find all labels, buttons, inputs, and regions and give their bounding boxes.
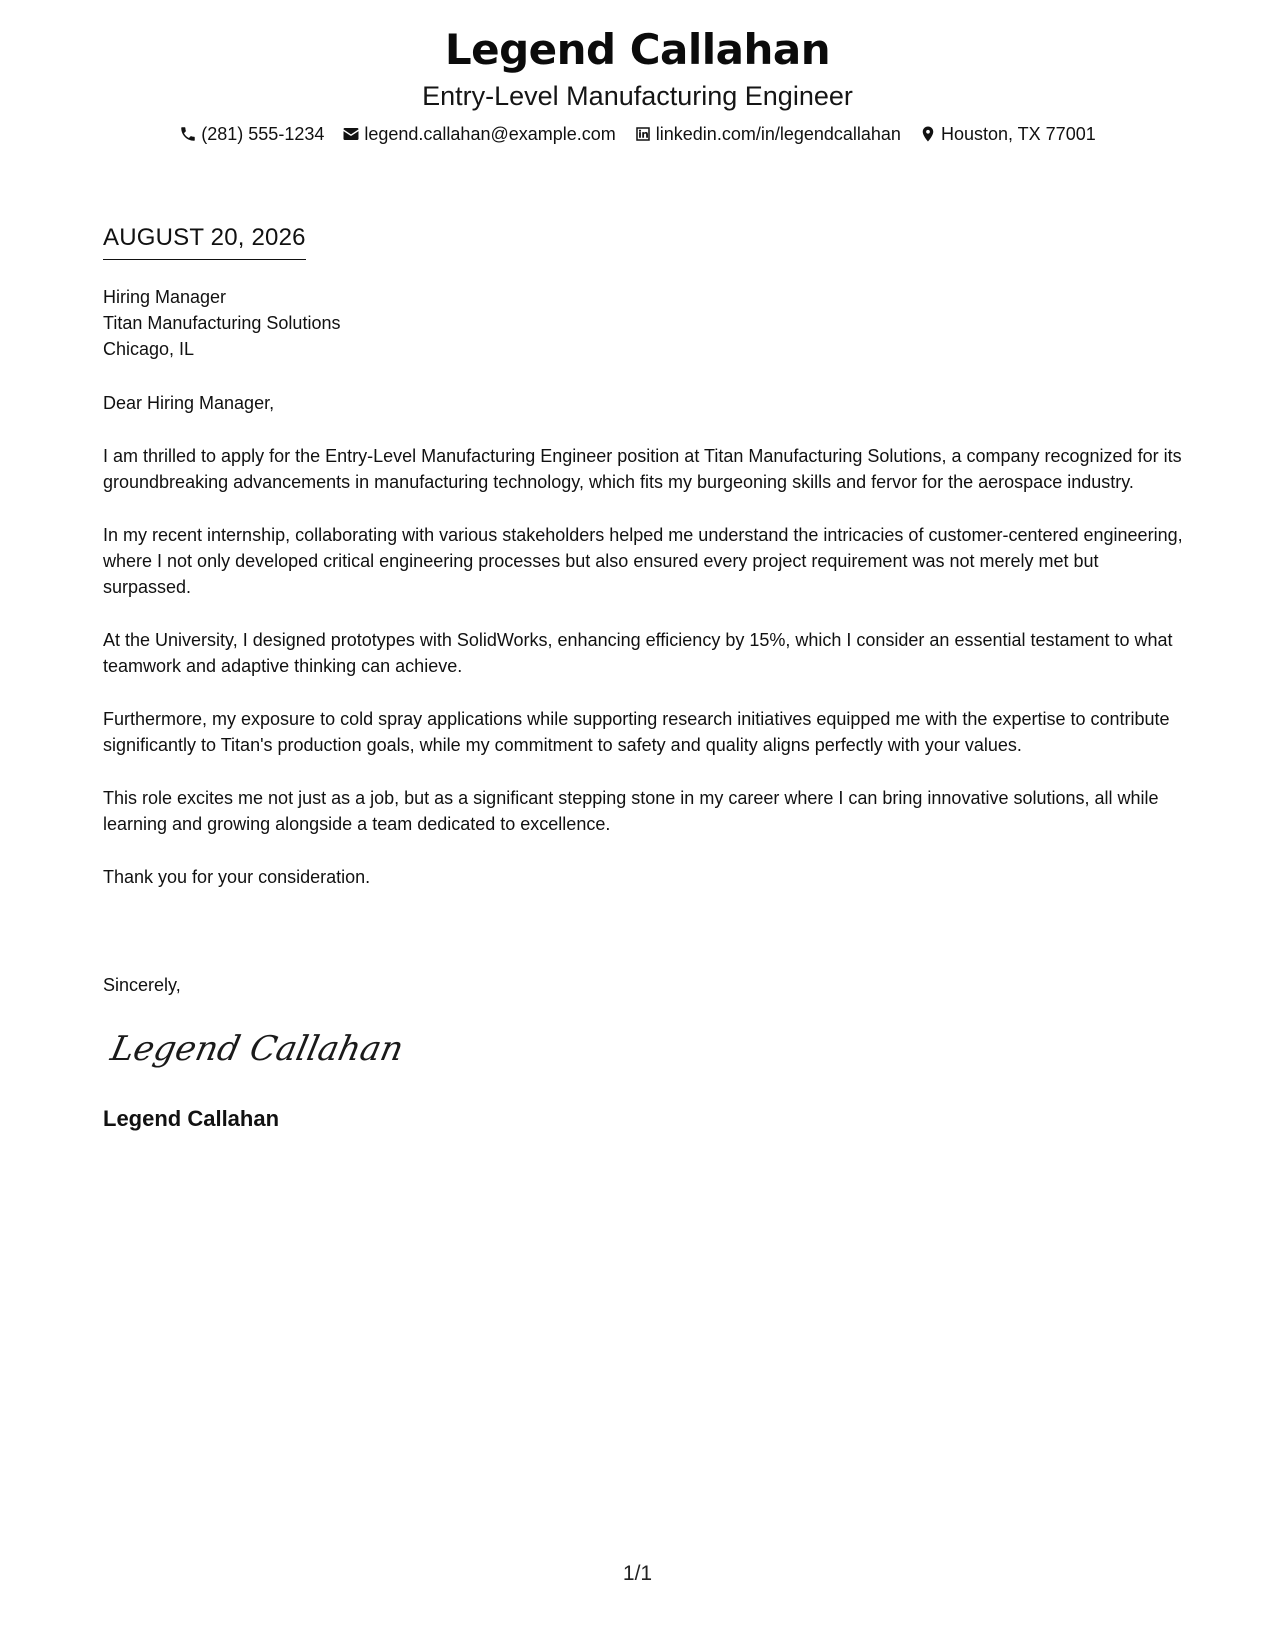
letter-body [103,390,1183,917]
signer-name: Legend Callahan [103,1106,280,1131]
body-paragraph: In my recent internship, collaborating with various stakeholders helped me understand the intricacies of customer-centered engineering, where I not only developed critical engineering processes but also ensured every project requirement was not merely met but surpassed. [103,525,1183,597]
recipient-company: Titan Manufacturing Solutions [103,313,341,333]
applicant-name: Legend Callahan [444,25,831,74]
recipient-block [103,284,340,362]
linkedin-text[interactable]: linkedin.com/in/legendcallahan [655,124,901,144]
phone-text: (281) 555-1234 [201,124,325,144]
body-paragraph: At the University, I designed prototypes with SolidWorks, enhancing efficiency by 15%, which I consider an essential testament to what teamwork and adaptive thinking can achieve. [103,630,1173,676]
envelope-icon [342,125,360,143]
recipient-location: Chicago, IL [103,339,195,359]
recipient-title: Hiring Manager [103,287,227,307]
contact-location [919,122,1096,146]
letter-header [0,22,1275,146]
linkedin-icon [634,125,652,143]
signature-text: Legend Callahan [107,1029,407,1069]
handwritten-signature [107,1018,407,1078]
body-paragraph: Thank you for your consideration. [103,867,371,887]
contact-linkedin[interactable] [634,122,901,146]
body-paragraph: This role excites me not just as a job, but as a significant stepping stone in my career where I can bring innovative solutions, all while learning and growing alongside a team dedicated to excellence. [103,788,1159,834]
letter-date-block [103,222,306,260]
letter-date: AUGUST 20, 2026 [103,222,306,260]
body-paragraph: I am thrilled to apply for the Entry-Level Manufacturing Engineer position at Titan Manufacturing Solutions, a company recognized for its groundbreaking advancements in manufacturing technology, which fits my burgeoning skills and fervor for the aerospace industry. [103,446,1182,492]
body-paragraph: Furthermore, my exposure to cold spray applications while supporting research initiatives equipped me with the expertise to contribute significantly to Titan's production goals, while my commitment to safety and quality aligns perfectly with your values. [103,709,1170,755]
applicant-title: Entry-Level Manufacturing Engineer [422,81,853,111]
email-text[interactable]: legend.callahan@example.com [364,124,616,144]
closing: Sincerely, [103,975,181,995]
page-indicator: 1/1 [622,1562,653,1585]
contact-email[interactable] [342,122,615,146]
contact-bar [0,122,1275,146]
phone-icon [179,125,197,143]
location-text: Houston, TX 77001 [940,124,1096,144]
salutation: Dear Hiring Manager, [103,393,275,413]
map-pin-icon [919,125,937,143]
contact-phone [179,122,324,146]
